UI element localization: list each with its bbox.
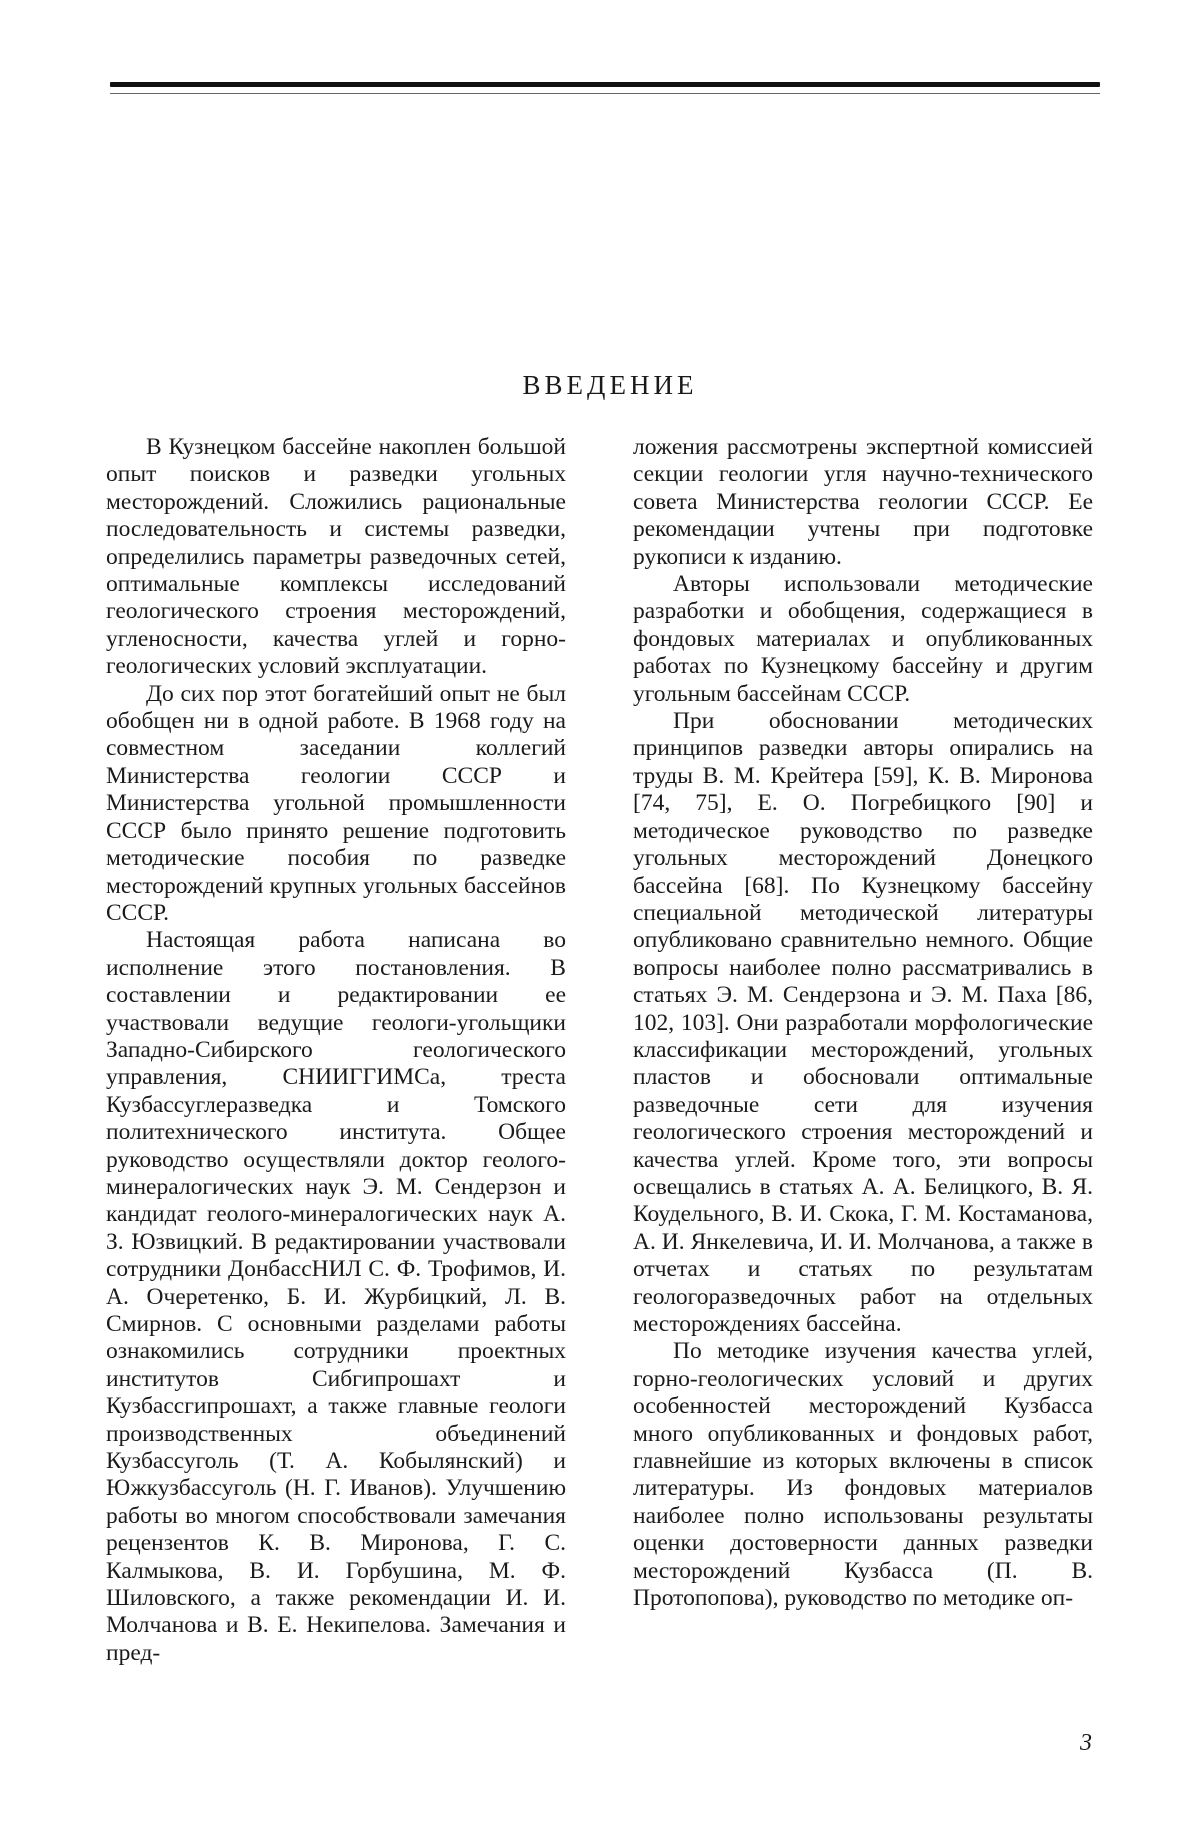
paragraph: Авторы использовали методические разработки и обобщения, содержащиеся в фондовых материалах и опубликованных работах по Кузнецкому бассейну и другим угольным бассейнам СССР. (633, 571, 1093, 707)
right-text-column (633, 434, 1093, 1612)
page-number: 3 (1080, 1730, 1092, 1756)
top-border-thin-rule (110, 93, 1100, 94)
paragraph: В Кузнецком бассейне накоплен большой опыт поисков и разведки угольных месторождений. Сложились рациональные последовательность и системы разведки, определились параметры разведочных сетей, оптимальные комплексы исследований геологического строения месторождений, угленосности, качества углей и горно-геологических условий эксплуатации. (106, 434, 566, 680)
paragraph-continued: ложения рассмотрены экспертной комиссией секции геологии угля научно-технического совета Министерства геологии СССР. Ее рекомендации учтены при подготовке рукописи к изданию. (633, 434, 1093, 570)
section-heading: ВВЕДЕНИЕ (522, 370, 698, 400)
paragraph: По методике изучения качества углей, горно-геологических условий и других особенностей месторождений Кузбасса много опубликованных и фондовых работ, главнейшие из которых включены в список литературы. Из фондовых материалов наиболее полно использованы результаты оценки достоверности данных разведки месторождений Кузбасса (П. В. Протопопова), руководство по методике оп- (633, 1338, 1093, 1612)
top-border-rule (110, 82, 1100, 87)
paragraph: При обосновании методических принципов разведки авторы опирались на труды В. М. Крейтера [59], К. В. Миронова [74, 75], Е. О. Погребицкого [90] и методическое руководство по разведке угольных месторождений Донецкого бассейна [68]. По Кузнецкому бассейну специальной методической литературы опубликовано сравнительно немного. Общие вопросы наиболее полно рассматривались в статьях Э. М. Сендерзона и Э. М. Паха [86, 102, 103]. Они разработали морфологические классификации месторождений, угольных пластов и обосновали оптимальные разведочные сети для изучения геологического строения месторождений и качества углей. Кроме того, эти вопросы освещались в статьях А. А. Белицкого, В. Я. Коудельного, В. И. Скока, Г. М. Костаманова, А. И. Янкелевича, И. И. Молчанова, а также в отчетах и статьях по результатам геологоразведочных работ на отдельных месторождениях бассейна. (633, 708, 1093, 1337)
paragraph: До сих пор этот богатейший опыт не был обобщен ни в одной работе. В 1968 году на совместном заседании коллегий Министерства геологии СССР и Министерства угольной промышленности СССР было принято решение подготовить методические пособия по разведке месторождений крупных угольных бассейнов СССР. (106, 680, 566, 926)
paragraph: Настоящая работа написана во исполнение этого постановления. В составлении и редактировании ее участвовали ведущие геологи-угольщики Западно-Сибирского геологического управления, СНИИГГИМСа, треста Кузбассуглеразведка и Томского политехнического института. Общее руководство осуществляли доктор геолого-минералогических наук Э. М. Сендерзон и кандидат геолого-минералогических наук А. З. Юзвицкий. В редактировании участвовали сотрудники ДонбассНИЛ С. Ф. Трофимов, И. А. Очеретенко, Б. И. Журбицкий, Л. В. Смирнов. С основными разделами работы ознакомились сотрудники проектных институтов Сибгипрошахт и Кузбассгипрошахт, а также главные геологи производственных объединений Кузбассуголь (Т. А. Кобылянский) и Южкузбассуголь (Н. Г. Иванов). Улучшению работы во многом способствовали замечания рецензентов К. В. Миронова, Г. С. Калмыкова, В. И. Горбушина, М. Ф. Шиловского, а также рекомендации И. И. Молчанова и В. Е. Некипелова. Замечания и пред- (106, 927, 566, 1666)
left-text-column (106, 434, 566, 1667)
